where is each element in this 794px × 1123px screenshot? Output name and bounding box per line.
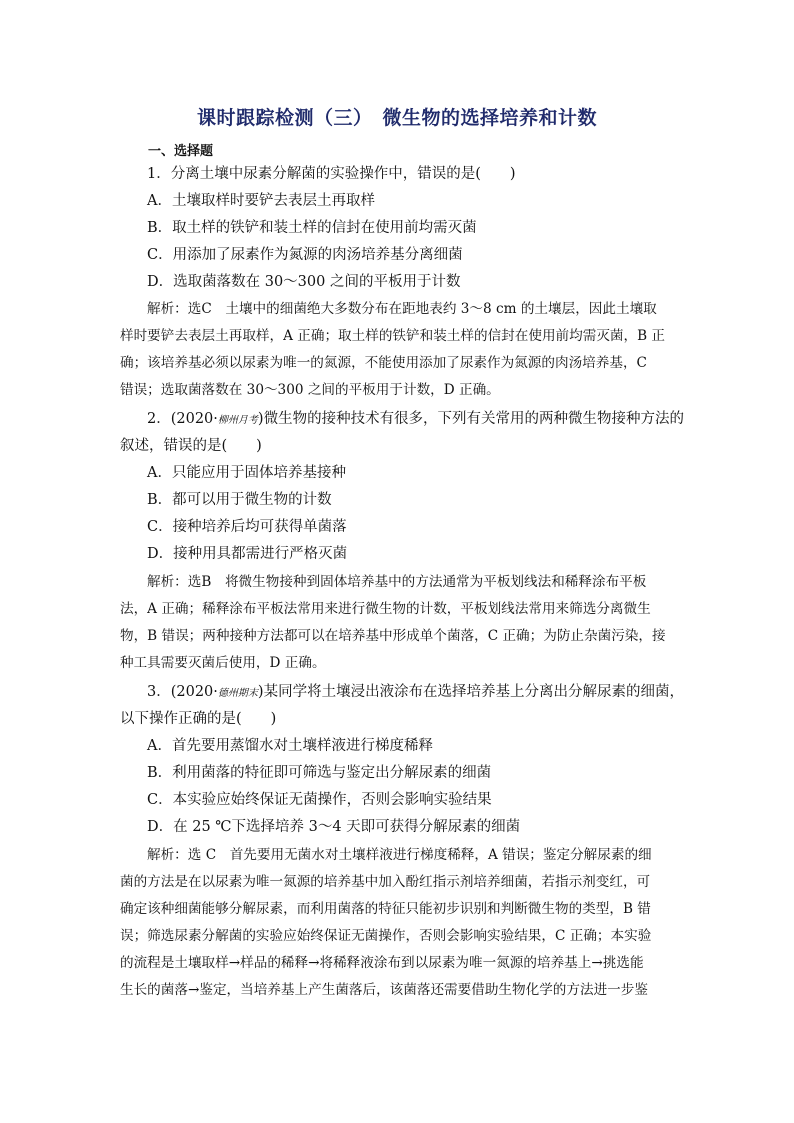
- question-1-option-a: A．土壤取样时要铲去表层土再取样: [147, 193, 375, 209]
- question-3-analysis-line: 解析：选 C 首先要用无菌水对土壤样液进行梯度稀释，A 错误；鉴定分解尿素的细: [147, 847, 652, 863]
- question-1-option-d: D．选取菌落数在 30～300 之间的平板用于计数: [147, 274, 461, 290]
- question-3-option-d: D．在 25 ℃下选择培养 3～4 天即可获得分解尿素的细菌: [147, 819, 521, 835]
- question-2-analysis-line: 物，B 错误；两种接种方法都可以在培养基中形成单个菌落，C 正确；为防止杂菌污染，接: [120, 628, 666, 644]
- question-3-stem-text: )某同学将土壤浸出液涂布在选择培养基上分离出分解尿素的细菌，: [257, 684, 685, 700]
- question-3-source: 德州期末: [217, 688, 258, 699]
- question-1-analysis-line: 错误；选取菌落数在 30～300 之间的平板用于计数，D 正确。: [120, 382, 500, 398]
- question-2-source: 柳州月考: [217, 415, 258, 426]
- question-3-analysis-line: 生长的菌落→鉴定，当培养基上产生菌落后，该菌落还需要借助生物化学的方法进一步鉴: [120, 982, 648, 998]
- question-1-option-c: C．用添加了尿素作为氮源的肉汤培养基分离细菌: [147, 247, 463, 263]
- question-3-stem: [147, 683, 703, 703]
- question-3-number: 3．(2020·: [147, 684, 218, 700]
- question-3-option-a: A．首先要用蒸馏水对土壤样液进行梯度稀释: [147, 738, 433, 754]
- page-title: 课时跟踪检测（三） 微生物的选择培养和计数: [196, 107, 597, 129]
- question-1-analysis-line: 解析：选C 土壤中的细菌绝大多数分布在距地表约 3～8 cm 的土壤层，因此土壤取: [147, 301, 657, 317]
- question-3-analysis-line: 确定该种细菌能够分解尿素，而利用菌落的特征只能初步识别和判断微生物的类型，B 错: [120, 901, 651, 917]
- question-2-analysis-line: 解析：选B 将微生物接种到固体培养基中的方法通常为平板划线法和稀释涂布平板: [147, 574, 647, 590]
- question-3-analysis-line: 菌的方法是在以尿素为唯一氮源的培养基中加入酚红指示剂培养细菌，若指示剂变红，可: [120, 874, 651, 890]
- question-1-stem: 1．分离土壤中尿素分解菌的实验操作中，错误的是( ): [147, 166, 516, 182]
- question-2-option-b: B．都可以用于微生物的计数: [147, 492, 332, 508]
- question-3-analysis-line: 误；筛选尿素分解菌的实验应始终保证无菌操作，否则会影响实验结果，C 正确；本实验: [120, 928, 652, 944]
- question-3-option-c: C．本实验应始终保证无菌操作，否则会影响实验结果: [147, 792, 492, 808]
- question-2-option-d: D．接种用具都需进行严格灭菌: [147, 546, 348, 562]
- question-2-option-a: A．只能应用于固体培养基接种: [147, 465, 346, 481]
- question-1-analysis-line: 样时要铲去表层土再取样，A 正确；取土样的铁铲和装土样的信封在使用前均需灭菌，B 正: [120, 328, 666, 344]
- question-3-option-b: B．利用菌落的特征即可筛选与鉴定出分解尿素的细菌: [147, 765, 492, 781]
- question-3-analysis-line: 的流程是土壤取样→样品的稀释→将稀释液涂布到以尿素为唯一氮源的培养基上→挑选能: [120, 955, 644, 971]
- question-2-analysis-line: 种工具需要灭菌后使用，D 正确。: [120, 655, 326, 671]
- question-1-analysis-line: 确；该培养基必须以尿素为唯一的氮源，不能使用添加了尿素作为氮源的肉汤培养基，C: [120, 355, 647, 371]
- question-2-analysis-line: 法，A 正确；稀释涂布平板法常用来进行微生物的计数，平板划线法常用来筛选分离微生: [120, 601, 651, 617]
- question-2-stem-text: )微生物的接种技术有很多，下列有关常用的两种微生物接种方法的: [257, 411, 685, 427]
- question-3-stem-continued: 以下操作正确的是( ): [120, 711, 277, 727]
- question-2-number: 2．(2020·: [147, 411, 218, 427]
- question-2-option-c: C．接种培养后均可获得单菌落: [147, 519, 347, 535]
- question-2-stem-continued: 叙述，错误的是( ): [120, 438, 262, 454]
- question-2-stem: [147, 410, 703, 430]
- question-1-option-b: B．取土样的铁铲和装土样的信封在使用前均需灭菌: [147, 220, 477, 236]
- section-heading: 一、选择题: [148, 144, 214, 159]
